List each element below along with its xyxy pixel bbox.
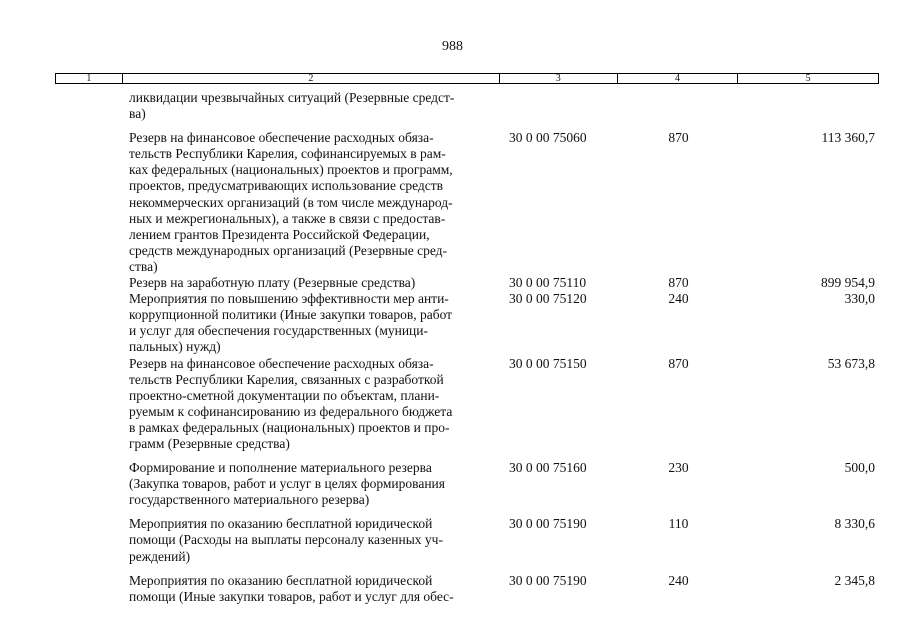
row-amount: 899 954,9: [821, 275, 875, 291]
row-amount: 53 673,8: [827, 355, 875, 371]
row-name: Формирование и пополнение материального резерва (Закупка товаров, работ и услуг в целях формирования государственного материального резерва): [129, 460, 445, 508]
row-code: 30 0 00 75060: [509, 130, 587, 146]
row-type: 110: [668, 516, 689, 532]
row-type: 870: [668, 275, 689, 291]
row-code: 30 0 00 75120: [509, 291, 587, 307]
row-amount: 113 360,7: [821, 130, 875, 146]
row-name: Мероприятия по повышению эффективности мер анти- коррупционной политики (Иные закупки товаров, работ и услуг для обеспечения государственных (муници- пальных) нужд): [129, 291, 453, 355]
row-name: Мероприятия по оказанию бесплатной юридической помощи (Иные закупки товаров, работ и услуг для обес-: [129, 572, 454, 604]
header-col-5: 5: [805, 73, 811, 84]
row-name: Резерв на финансовое обеспечение расходных обяза- тельств Республики Карелия, связанных с разработкой проектно-сметной документации по объектам, плани- руемым к софинансированию из федерального бюджета в рамках федеральных (национальных) проектов и про- грамм (Резервные средства): [129, 355, 453, 451]
table-row: [0, 460, 905, 508]
row-code: 30 0 00 75190: [509, 572, 587, 588]
row-type: 870: [668, 355, 689, 371]
table-row: [0, 516, 905, 564]
table-row: [0, 90, 905, 122]
row-type: 240: [668, 291, 689, 307]
header-col-1: 1: [56, 74, 123, 83]
row-type: 870: [668, 130, 689, 146]
header-col-2: 2: [123, 74, 500, 83]
row-code: 30 0 00 75150: [509, 355, 587, 371]
table-row: [0, 291, 905, 355]
row-code: 30 0 00 75160: [509, 460, 587, 476]
row-amount: 500,0: [844, 460, 875, 476]
page-number: 988: [442, 39, 463, 54]
table-row: [0, 573, 905, 605]
table-header: [55, 73, 879, 84]
row-amount: 330,0: [844, 291, 875, 307]
row-amount: 2 345,8: [834, 572, 875, 588]
row-type: 240: [668, 572, 689, 588]
row-name: ликвидации чрезвычайных ситуаций (Резервные средст- ва): [129, 90, 455, 122]
row-code: 30 0 00 75190: [509, 516, 587, 532]
row-type: 230: [668, 460, 689, 476]
table-row: [0, 275, 905, 291]
row-amount: 8 330,6: [834, 516, 875, 532]
header-col-4: 4: [618, 74, 739, 83]
table-row: [0, 130, 905, 275]
row-name: Резерв на заработную плату (Резервные средства): [129, 275, 416, 291]
table-row: [0, 356, 905, 453]
row-name: Мероприятия по оказанию бесплатной юридической помощи (Расходы на выплаты персоналу казенных уч- реждений): [129, 516, 443, 564]
row-name: Резерв на финансовое обеспечение расходных обяза- тельств Республики Карелия, софинансируемых в рам- ках федеральных (национальных) проектов и программ, проектов, предусматривающих использование средств некоммерческих организаций (в том числе международ- ных и межрегиональных), а также в связи с предостав- лением грантов Президента Российской Федерации, средств международных организаций (Резервные сред- ства): [129, 130, 453, 274]
header-col-3: 3: [500, 74, 618, 83]
row-code: 30 0 00 75110: [509, 275, 587, 291]
table-body: [0, 90, 905, 605]
